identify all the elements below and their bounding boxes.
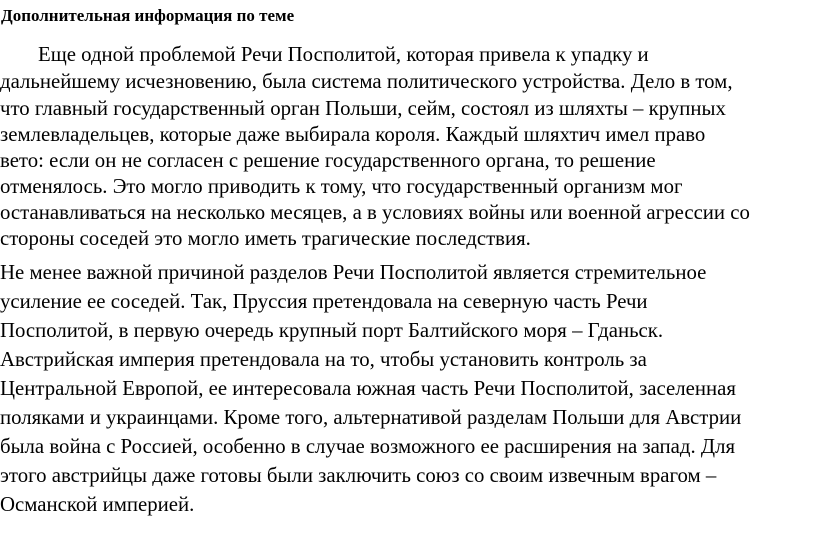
paragraph-2-line: Османской империей.: [0, 493, 195, 516]
paragraph-2-line: поляками и украинцами. Кроме того, альтернативой разделам Польши для Австрии: [0, 406, 742, 429]
paragraph-1-line: вето: если он не согласен с решение государственного органа, то решение: [0, 149, 656, 172]
paragraph-2-line: Австрийская империя претендовала на то, чтобы установить контроль за: [0, 348, 647, 371]
paragraph-2-line: этого австрийцы даже готовы были заключить союз со своим извечным врагом –: [0, 464, 717, 487]
paragraph-1-line: что главный государственный орган Польши, сейм, состоял из шляхты – крупных: [0, 97, 726, 120]
paragraph-1-line: останавливаться на несколько месяцев, а в условиях войны или военной агрессии со: [0, 201, 750, 224]
paragraph-2-line: Посполитой, в первую очередь крупный порт Балтийского моря – Гданьск.: [0, 319, 664, 342]
paragraph-1-line: землевладельцев, которые даже выбирала короля. Каждый шляхтич имел право: [0, 123, 706, 146]
paragraph-1-line: дальнейшему исчезновению, была система политического устройства. Дело в том,: [0, 70, 733, 93]
page-heading: Дополнительная информация по теме: [1, 6, 295, 25]
paragraph-2-line: усиление ее соседей. Так, Пруссия претендовала на северную часть Речи: [0, 290, 648, 313]
paragraph-1-line: стороны соседей это могло иметь трагические последствия.: [0, 227, 531, 250]
paragraph-2-line: Центральной Европой, ее интересовала южная часть Речи Посполитой, заселенная: [0, 377, 736, 400]
paragraph-2-line: Не менее важной причиной разделов Речи Посполитой является стремительное: [0, 261, 707, 284]
paragraph-1-line: отменялось. Это могло приводить к тому, что государственный организм мог: [0, 175, 683, 198]
paragraph-1-line: Еще одной проблемой Речи Посполитой, которая привела к упадку и: [38, 43, 649, 66]
paragraph-2-line: была война с Россией, особенно в случае возможного ее расширения на запад. Для: [0, 435, 736, 458]
